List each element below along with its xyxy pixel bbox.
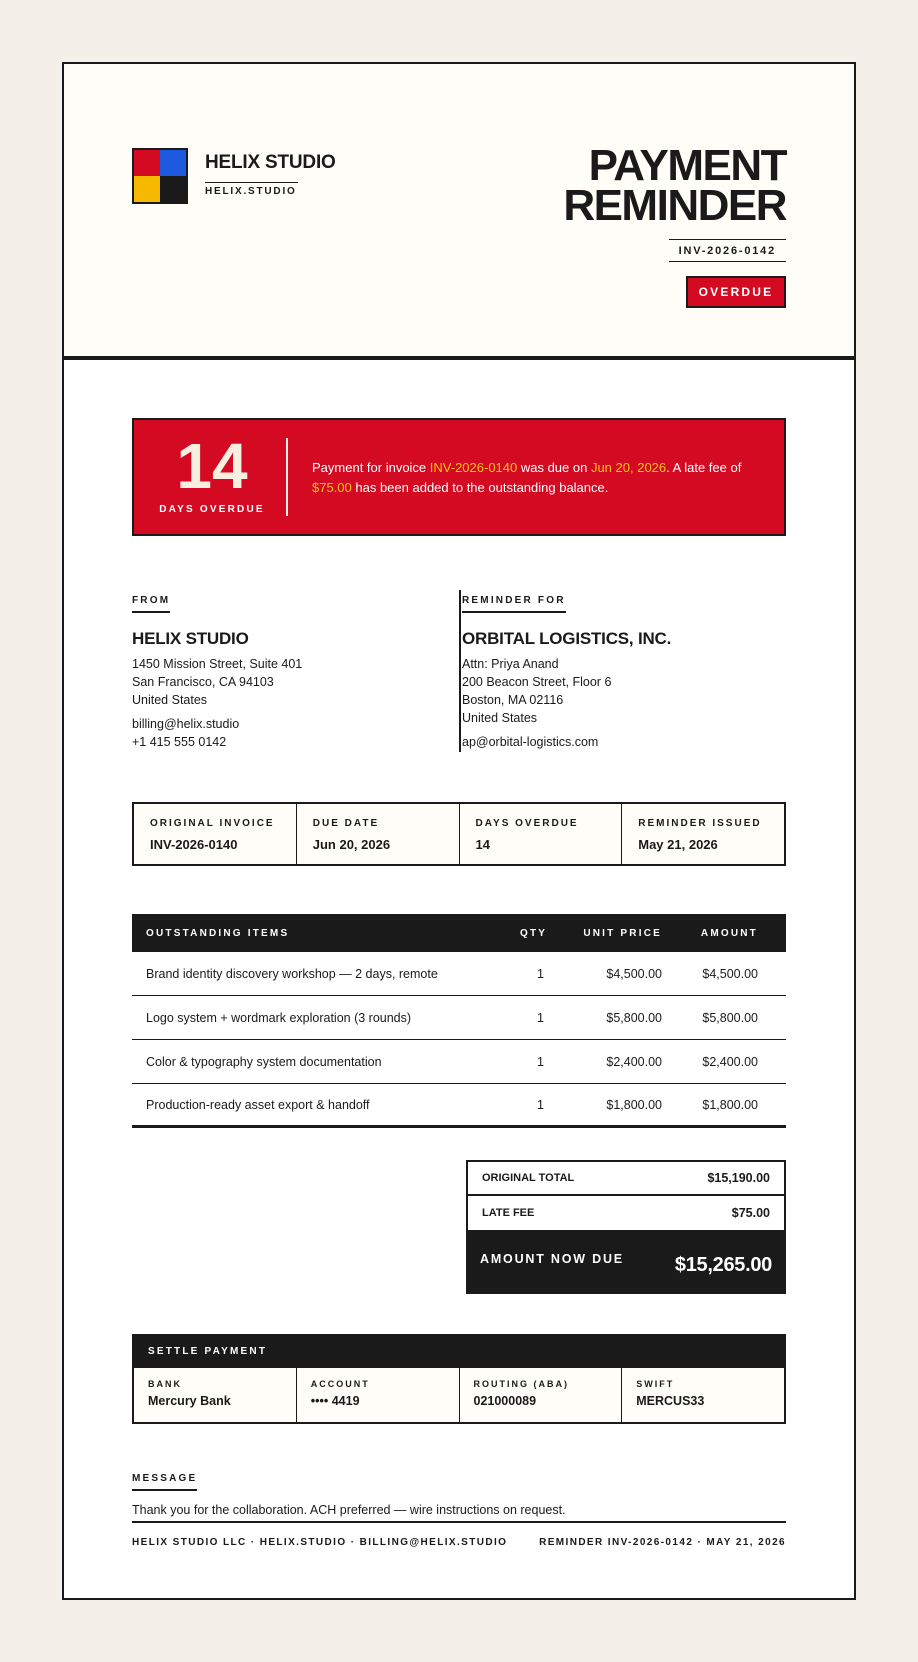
- from-email-link[interactable]: billing@helix.studio: [132, 717, 240, 731]
- address-line: San Francisco, CA 94103: [132, 675, 274, 689]
- address-line: 200 Beacon Street, Floor 6: [462, 675, 612, 689]
- item-qty: 1: [537, 1010, 544, 1025]
- payment-label: BANK: [148, 1379, 182, 1389]
- settle-payment-title: SETTLE PAYMENT: [132, 1334, 786, 1368]
- title-line-1: PAYMENT: [588, 141, 786, 190]
- from-contact: [132, 715, 432, 751]
- table-row: [132, 996, 786, 1040]
- item-amount: $4,500.00: [702, 966, 758, 981]
- brand-website: HELIX.STUDIO: [205, 186, 297, 197]
- alert-invoice-highlight: INV-2026-0140: [429, 460, 518, 475]
- amount-due-label: AMOUNT NOW DUE: [480, 1252, 624, 1266]
- meta-days-overdue: [460, 804, 623, 864]
- message-label: MESSAGE: [132, 1473, 197, 1491]
- payment-label: ROUTING (ABA): [473, 1379, 569, 1389]
- address-line: Boston, MA 02116: [462, 693, 564, 707]
- address-line: United States: [462, 711, 538, 725]
- meta-label: DAYS OVERDUE: [475, 818, 579, 829]
- client-email-link[interactable]: ap@orbital-logistics.com: [462, 735, 599, 749]
- document-footer: [132, 1537, 786, 1548]
- amount-due-value: $15,265.00: [674, 1254, 772, 1276]
- alert-date-highlight: Jun 20, 2026: [590, 460, 667, 475]
- party-divider: [459, 590, 461, 752]
- title-line-2: REMINDER: [563, 181, 786, 230]
- payment-value: •••• 4419: [310, 1394, 360, 1408]
- helix-logo-icon: [132, 148, 188, 204]
- alert-text: Payment for invoice: [312, 460, 430, 475]
- document-header: [64, 64, 854, 360]
- payment-value: 021000089: [473, 1394, 537, 1408]
- reminder-for-label: REMINDER FOR: [462, 595, 566, 613]
- meta-value: 14: [475, 837, 490, 852]
- days-overdue-count: 14: [176, 430, 248, 502]
- meta-label: DUE DATE: [312, 818, 380, 829]
- from-name: HELIX STUDIO: [132, 629, 249, 648]
- document-title: [563, 141, 786, 230]
- item-amount: $5,800.00: [702, 1010, 758, 1025]
- header-amount: AMOUNT: [700, 927, 758, 939]
- item-qty: 1: [537, 1097, 544, 1112]
- payment-bank: [134, 1368, 297, 1422]
- from-label: FROM: [132, 595, 170, 613]
- item-unit-price: $5,800.00: [606, 1010, 662, 1025]
- payment-swift: [622, 1368, 784, 1422]
- message-text: Thank you for the collaboration. ACH preferred — wire instructions on request.: [132, 1503, 786, 1523]
- payment-value: MERCUS33: [636, 1394, 705, 1408]
- client-address: [462, 655, 782, 727]
- totals-box: [466, 1160, 786, 1294]
- item-description: Brand identity discovery workshop — 2 days, remote: [146, 966, 438, 981]
- alert-fee-highlight: $75.00: [312, 480, 352, 495]
- meta-due-date: [297, 804, 460, 864]
- late-fee-label: LATE FEE: [482, 1207, 535, 1219]
- overdue-alert: [132, 418, 786, 536]
- item-unit-price: $1,800.00: [606, 1097, 662, 1112]
- invoice-number: INV-2026-0142: [669, 239, 786, 262]
- meta-value: May 21, 2026: [638, 837, 718, 852]
- alert-text: has been added to the outstanding balance.: [351, 480, 609, 495]
- late-fee-row: [466, 1196, 786, 1232]
- alert-divider: [286, 438, 288, 516]
- meta-label: REMINDER ISSUED: [638, 818, 762, 829]
- meta-value: INV-2026-0140: [150, 837, 238, 852]
- item-unit-price: $4,500.00: [606, 966, 662, 981]
- amount-due-row: [466, 1232, 786, 1294]
- payment-details: [132, 1368, 786, 1424]
- days-overdue-label: DAYS OVERDUE: [159, 504, 265, 515]
- table-row: [132, 1040, 786, 1084]
- address-line: Attn: Priya Anand: [462, 657, 559, 671]
- brand-name: HELIX STUDIO: [205, 152, 298, 183]
- bill-to-party: [462, 590, 782, 751]
- payment-value: Mercury Bank: [148, 1394, 231, 1408]
- item-qty: 1: [537, 966, 544, 981]
- meta-label: ORIGINAL INVOICE: [150, 818, 275, 829]
- payment-label: SWIFT: [636, 1379, 675, 1389]
- client-name: ORBITAL LOGISTICS, INC.: [462, 629, 672, 648]
- late-fee-value: $75.00: [731, 1206, 770, 1220]
- payment-account: [297, 1368, 460, 1422]
- item-unit-price: $2,400.00: [606, 1054, 662, 1069]
- item-description: Logo system + wordmark exploration (3 rounds): [146, 1010, 412, 1025]
- reminder-sheet: [62, 62, 856, 1600]
- alert-text: was due on: [517, 460, 591, 475]
- item-description: Color & typography system documentation: [146, 1054, 382, 1069]
- table-header: [132, 914, 786, 952]
- item-amount: $1,800.00: [702, 1097, 758, 1112]
- settle-payment-panel: [132, 1334, 786, 1424]
- payment-label: ACCOUNT: [310, 1379, 370, 1389]
- item-amount: $2,400.00: [702, 1054, 758, 1069]
- meta-value: Jun 20, 2026: [312, 837, 391, 852]
- meta-reminder-issued: [622, 804, 784, 864]
- address-line: 1450 Mission Street, Suite 401: [132, 657, 303, 671]
- payment-routing: [460, 1368, 623, 1422]
- header-unit-price: UNIT PRICE: [583, 927, 662, 939]
- header-qty: QTY: [520, 927, 548, 939]
- original-total-row: [466, 1160, 786, 1196]
- table-row: [132, 952, 786, 996]
- alert-text: . A late fee of: [666, 460, 742, 475]
- original-total-label: ORIGINAL TOTAL: [482, 1172, 575, 1184]
- client-contact: [462, 733, 782, 751]
- address-line: United States: [132, 693, 208, 707]
- item-description: Production-ready asset export & handoff: [146, 1097, 370, 1112]
- outstanding-items-table: [132, 914, 786, 1128]
- item-qty: 1: [537, 1054, 544, 1069]
- footer-left: HELIX STUDIO LLC · HELIX.STUDIO · BILLING@HELIX.STUDIO: [132, 1537, 508, 1548]
- from-address: [132, 655, 432, 709]
- table-row: [132, 1084, 786, 1128]
- original-total-value: $15,190.00: [707, 1171, 770, 1185]
- alert-message: [312, 458, 772, 498]
- from-party: [132, 590, 432, 751]
- from-phone: +1 415 555 0142: [132, 735, 227, 749]
- header-description: OUTSTANDING ITEMS: [146, 927, 290, 939]
- status-badge: OVERDUE: [686, 276, 786, 308]
- invoice-meta-strip: [132, 802, 786, 866]
- footer-right: REMINDER INV-2026-0142 · MAY 21, 2026: [539, 1537, 786, 1548]
- meta-original-invoice: [134, 804, 297, 864]
- message-section: [132, 1468, 786, 1523]
